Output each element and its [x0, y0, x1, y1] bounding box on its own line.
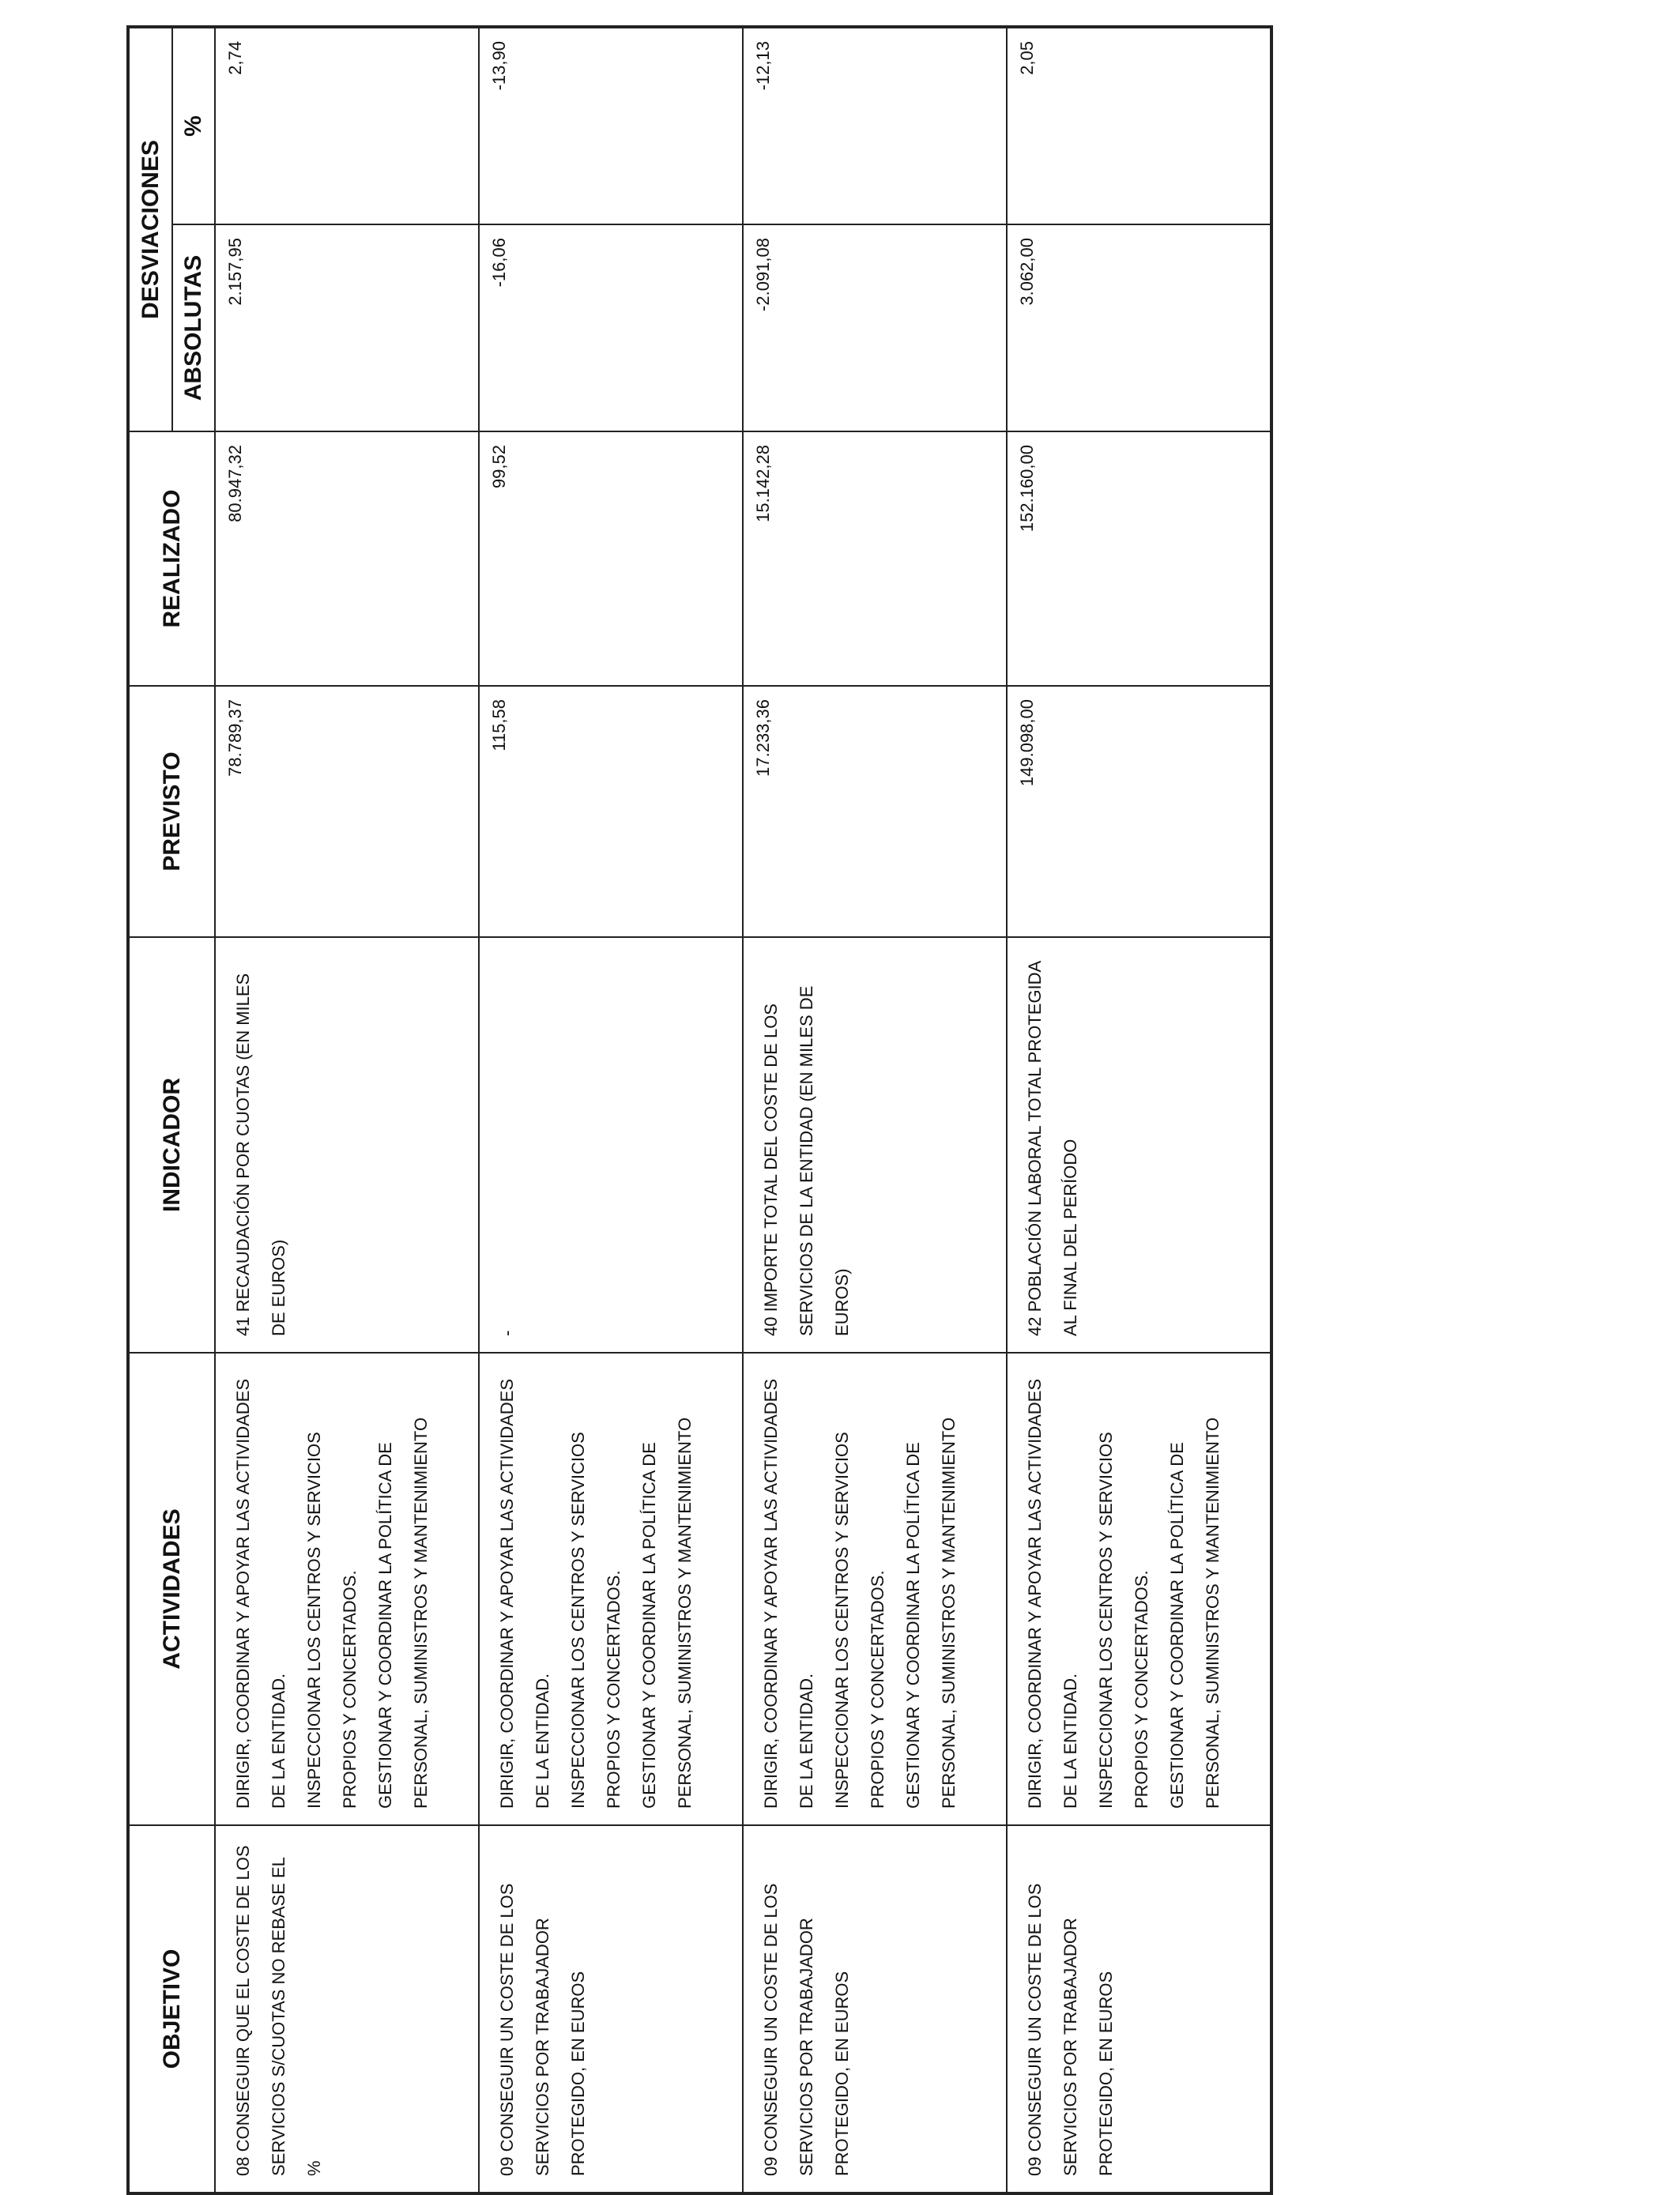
actividad-item: GESTIONAR Y COORDINAR LA POLÍTICA DE PERSONAL, SUMINISTROS Y MANTENIMIENTO	[1167, 1417, 1222, 1809]
previsto-cell: 17.233,36	[743, 686, 1007, 937]
absolutas-cell: 3.062,00	[1007, 224, 1271, 431]
porcentaje-cell: -12,13	[743, 27, 1007, 224]
header-objetivo: OBJETIVO	[128, 1825, 215, 2193]
indicador-cell: 42 POBLACIÓN LABORAL TOTAL PROTEGIDA AL FINAL DEL PERÍODO	[1007, 937, 1271, 1353]
actividad-item: GESTIONAR Y COORDINAR LA POLÍTICA DE PERSONAL, SUMINISTROS Y MANTENIMIENTO	[375, 1417, 431, 1809]
rotated-report-sheet	[126, 28, 1230, 2195]
actividades-cell	[1007, 1353, 1271, 1825]
previsto-cell: 115,58	[479, 686, 743, 937]
table-body	[215, 27, 1271, 2193]
absolutas-cell: -2.091,08	[743, 224, 1007, 431]
objetivo-cell: 09 CONSEGUIR UN COSTE DE LOS SERVICIOS POR TRABAJADOR PROTEGIDO, EN EUROS	[743, 1825, 1007, 2193]
realizado-cell: 15.142,28	[743, 431, 1007, 686]
realizado-cell: 152.160,00	[1007, 431, 1271, 686]
table-row	[215, 27, 479, 2193]
indicador-cell: 40 IMPORTE TOTAL DEL COSTE DE LOS SERVICIOS DE LA ENTIDAD (EN MILES DE EUROS)	[743, 937, 1007, 1353]
objectives-table	[126, 25, 1273, 2195]
header-indicador: INDICADOR	[128, 937, 215, 1353]
actividad-item: GESTIONAR Y COORDINAR LA POLÍTICA DE PERSONAL, SUMINISTROS Y MANTENIMIENTO	[903, 1417, 959, 1809]
table-row	[743, 27, 1007, 2193]
actividad-item: INSPECCIONAR LOS CENTROS Y SERVICIOS PROPIOS Y CONCERTADOS.	[1096, 1432, 1151, 1809]
actividad-item: DIRIGIR, COORDINAR Y APOYAR LAS ACTIVIDADES DE LA ENTIDAD.	[233, 1378, 288, 1809]
actividades-cell	[479, 1353, 743, 1825]
objetivo-cell: 09 CONSEGUIR UN COSTE DE LOS SERVICIOS POR TRABAJADOR PROTEGIDO, EN EUROS	[1007, 1825, 1271, 2193]
realizado-cell: 80.947,32	[215, 431, 479, 686]
header-desviaciones: DESVIACIONES	[128, 27, 172, 431]
header-realizado: REALIZADO	[128, 431, 215, 686]
absolutas-cell: -16,06	[479, 224, 743, 431]
indicador-cell: 41 RECAUDACIÓN POR CUOTAS (EN MILES DE EUROS)	[215, 937, 479, 1353]
actividad-item: DIRIGIR, COORDINAR Y APOYAR LAS ACTIVIDADES DE LA ENTIDAD.	[761, 1378, 816, 1809]
actividad-item: INSPECCIONAR LOS CENTROS Y SERVICIOS PROPIOS Y CONCERTADOS.	[832, 1432, 887, 1809]
objetivo-cell: 08 CONSEGUIR QUE EL COSTE DE LOS SERVICIOS S/CUOTAS NO REBASE EL %	[215, 1825, 479, 2193]
actividad-item: DIRIGIR, COORDINAR Y APOYAR LAS ACTIVIDADES DE LA ENTIDAD.	[1025, 1378, 1080, 1809]
porcentaje-cell: 2,05	[1007, 27, 1271, 224]
realizado-cell: 99,52	[479, 431, 743, 686]
actividad-item: GESTIONAR Y COORDINAR LA POLÍTICA DE PERSONAL, SUMINISTROS Y MANTENIMIENTO	[639, 1417, 695, 1809]
actividad-item: INSPECCIONAR LOS CENTROS Y SERVICIOS PROPIOS Y CONCERTADOS.	[304, 1432, 360, 1809]
header-porcentaje: %	[172, 27, 215, 224]
indicador-cell: -	[479, 937, 743, 1353]
porcentaje-cell: -13,90	[479, 27, 743, 224]
header-actividades: ACTIVIDADES	[128, 1353, 215, 1825]
objetivo-cell: 09 CONSEGUIR UN COSTE DE LOS SERVICIOS POR TRABAJADOR PROTEGIDO, EN EUROS	[479, 1825, 743, 2193]
actividad-item: INSPECCIONAR LOS CENTROS Y SERVICIOS PROPIOS Y CONCERTADOS.	[568, 1432, 623, 1809]
table-header	[128, 27, 215, 2193]
header-previsto: PREVISTO	[128, 686, 215, 937]
table-row	[1007, 27, 1271, 2193]
actividades-cell	[215, 1353, 479, 1825]
header-absolutas: ABSOLUTAS	[172, 224, 215, 431]
previsto-cell: 149.098,00	[1007, 686, 1271, 937]
previsto-cell: 78.789,37	[215, 686, 479, 937]
actividades-cell	[743, 1353, 1007, 1825]
absolutas-cell: 2.157,95	[215, 224, 479, 431]
actividad-item: DIRIGIR, COORDINAR Y APOYAR LAS ACTIVIDADES DE LA ENTIDAD.	[497, 1378, 552, 1809]
table-row	[479, 27, 743, 2193]
porcentaje-cell: 2,74	[215, 27, 479, 224]
